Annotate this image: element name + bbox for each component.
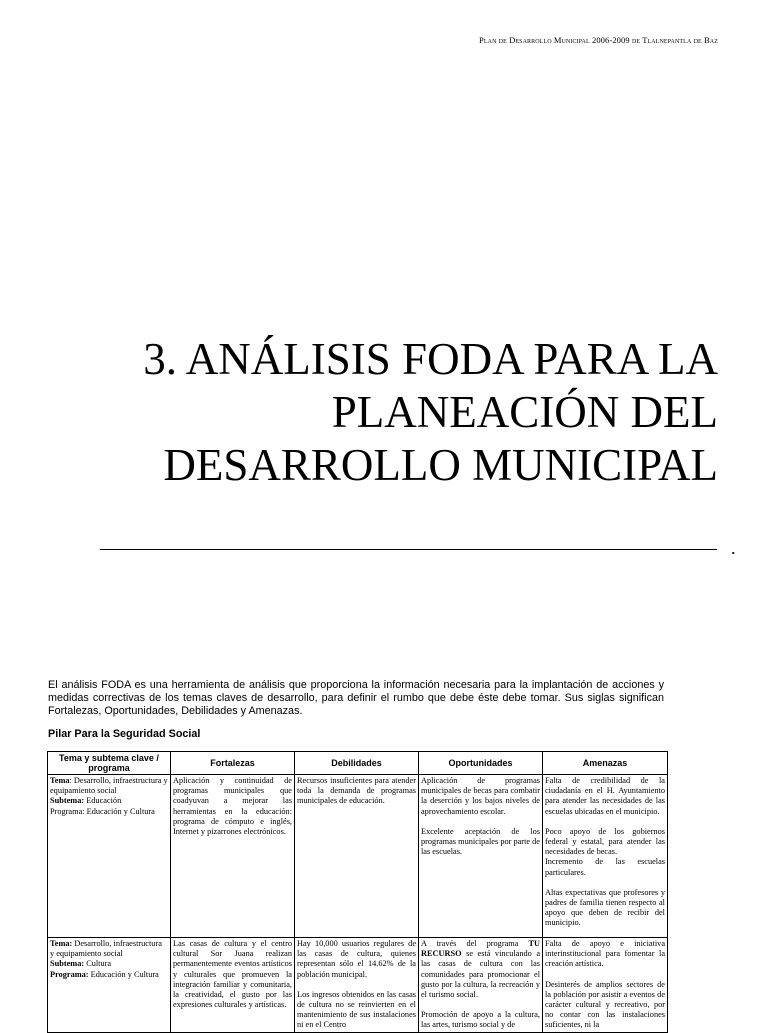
table-header-row bbox=[48, 752, 668, 775]
subtema-value: Educación bbox=[84, 796, 122, 806]
amenaza-item: Falta de apoyo e iniciativa interinstitucional para fomentar la creación artística. bbox=[545, 939, 665, 969]
debilidad-item: Los ingresos obtenidos en las casas de cultura no se reinvierten en el mantenimiento de sus instalaciones ni en el Centro bbox=[297, 989, 416, 1030]
oportunidad-text: se está vinculando a las casas de cultura con las comunidades para promocionar el gusto por la cultura, la recreación y el turismo social. bbox=[421, 949, 540, 1000]
oportunidad-item: Excelente aceptación de los programas municipales por parte de las escuelas. bbox=[421, 826, 540, 857]
oportunidad-item: Aplicación de programas municipales de becas para combatir la deserción y los bajos niveles de aprovechamiento escolar. bbox=[421, 776, 540, 816]
debilidad-item: Hay 10,000 usuarios regulares de las casas de cultura, quienes representan sólo el 14.62% de la población municipal. bbox=[297, 939, 416, 979]
oportunidad-text: A través del programa bbox=[421, 939, 529, 948]
cell-fortalezas bbox=[171, 775, 295, 938]
running-header: Plan de Desarrollo Municipal 2006-2009 de Tlalnepantla de Baz bbox=[479, 35, 718, 45]
chapter-title bbox=[78, 333, 718, 492]
cell-amenazas bbox=[543, 938, 668, 1033]
cell-debilidades bbox=[295, 938, 419, 1033]
intro-paragraph: El análisis FODA es una herramienta de análisis que proporciona la información necesaria para la implantación de acciones y medidas correctivas de los temas claves de desarrollo, para definir el rumbo que debe éste debe tomar. Sus siglas significan Fortalezas, Oportunidades, Debilidades y Amenazas. bbox=[48, 679, 664, 717]
header-amenazas: Amenazas bbox=[543, 752, 668, 775]
chapter-title-line-1: 3. ANÁLISIS FODA PARA LA bbox=[143, 334, 718, 384]
subtema-value: Cultura bbox=[84, 959, 112, 969]
section-heading: Pilar Para la Seguridad Social bbox=[48, 728, 201, 740]
cell-debilidades bbox=[295, 775, 419, 938]
cell-oportunidades bbox=[419, 938, 543, 1033]
programa-line bbox=[50, 970, 168, 980]
subtema-line bbox=[50, 796, 168, 806]
header-oportunidades: Oportunidades bbox=[419, 752, 543, 775]
cell-amenazas bbox=[543, 775, 668, 938]
cell-tema bbox=[48, 775, 171, 938]
tema-label: Tema: bbox=[50, 939, 73, 948]
chapter-title-line-3: DESARROLLO MUNICIPAL bbox=[163, 440, 718, 490]
tema-value: Desarrollo, infraestructura y equipamiento social bbox=[50, 939, 162, 959]
fortaleza-item: Las casas de cultura y el centro cultural Sor Juana realizan permanentemente eventos artísticos y culturales que promueven la integración familiar y comunitaria, la creatividad, el gusto por las expresiones culturales y artísticas. bbox=[173, 939, 292, 1010]
amenaza-item: Incremento de las escuelas particulares. bbox=[545, 857, 665, 877]
divider-dot: . bbox=[731, 538, 736, 558]
oportunidad-item: Promoción de apoyo a la cultura, las artes, turismo social y de bbox=[421, 1010, 540, 1030]
amenaza-item: Falta de credibilidad de la ciudadanía en el H. Ayuntamiento para atender las necesidades de las escuelas ubicadas en el municipio. bbox=[545, 776, 665, 816]
cell-oportunidades bbox=[419, 775, 543, 938]
title-divider bbox=[100, 549, 717, 550]
amenaza-item: Poco apoyo de los gobiernos federal y estatal, para atender las necesidades de becas. bbox=[545, 826, 665, 857]
programa-line bbox=[50, 807, 168, 817]
cell-tema bbox=[48, 938, 171, 1033]
chapter-title-line-2: PLANEACIÓN DEL bbox=[331, 387, 718, 437]
tema-value: : Desarrollo, infraestructura y equipamiento social bbox=[50, 776, 168, 796]
debilidad-item: Recursos insuficientes para atender toda la demanda de programas municipales de educación. bbox=[297, 776, 416, 806]
tema-line bbox=[50, 939, 168, 959]
subtema-line bbox=[50, 959, 168, 969]
tema-line bbox=[50, 776, 168, 796]
cell-fortalezas bbox=[171, 938, 295, 1033]
oportunidad-item bbox=[421, 939, 540, 1000]
foda-table bbox=[47, 751, 668, 1033]
fortaleza-item: Aplicación y continuidad de programas municipales que coadyuvan a mejorar las herramientas en la educación: programa de cómputo e inglés, Internet y pizarrones electrónicos. bbox=[173, 776, 292, 837]
amenaza-item: Desinterés de amplios sectores de la población por asistir a eventos de carácter cultural y recreativo, por no contar con las instalaciones suficientes, ni la bbox=[545, 979, 665, 1030]
program-name: TU RECURSO bbox=[421, 939, 540, 959]
programa-label: Programa bbox=[50, 806, 83, 816]
subtema-label: Subtema: bbox=[50, 796, 85, 806]
subtema-label: Subtema: bbox=[50, 959, 85, 969]
tema-label: Tema bbox=[50, 776, 70, 785]
table-row bbox=[48, 938, 668, 1033]
header-debilidades: Debilidades bbox=[295, 752, 419, 775]
amenaza-item: Altas expectativas que profesores y padres de familia tienen respecto al apoyo que deben de recibir del municipio. bbox=[545, 887, 665, 928]
programa-value: : Educación y Cultura bbox=[82, 806, 155, 816]
table-row bbox=[48, 775, 668, 938]
programa-label: Programa: bbox=[50, 969, 89, 979]
header-fortalezas: Fortalezas bbox=[171, 752, 295, 775]
programa-value: Educación y Cultura bbox=[88, 969, 159, 979]
header-tema: Tema y subtema clave / programa bbox=[48, 752, 171, 775]
